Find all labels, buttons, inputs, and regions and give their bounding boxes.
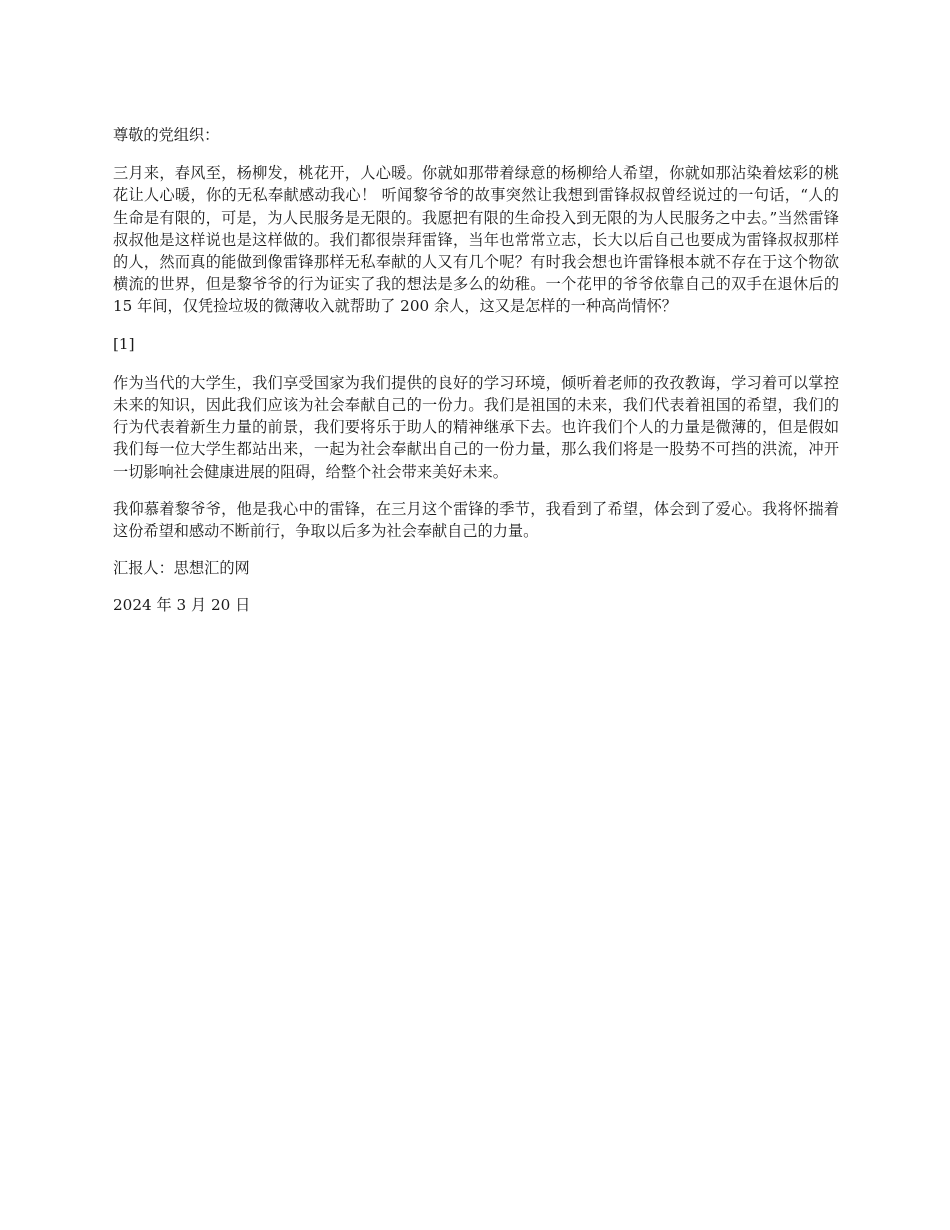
body-paragraph-1: 三月来，春风至，杨柳发，桃花开，人心暖。你就如那带着绿意的杨柳给人希望，你就如那沾染着炫彩的桃花让人心暖，你的无私奉献感动我心！ 听闻黎爷爷的故事突然让我想到雷锋叔叔曾经说过的一句话，“人的生命是有限的，可是，为人民服务是无限的。我愿把有限的生命投入到无限的为人民服务之中去。”当然雷锋叔叔他是这样说也是这样做的。我们都很崇拜雷锋，当年也常常立志，长大以后自己也要成为雷锋叔叔那样的人，然而真的能做到像雷锋那样无私奉献的人又有几个呢？有时我会想也许雷锋根本就不存在于这个物欲横流的世界，但是黎爷爷的行为证实了我的想法是多么的幼稚。一个花甲的爷爷依靠自己的双手在退休后的 15 年间，仅凭捡垃圾的微薄收入就帮助了 200 余人，这又是怎样的一种高尚情怀？	[113, 164, 839, 316]
reference-marker: [1]	[113, 334, 135, 353]
document-page	[113, 124, 839, 632]
salutation: 尊敬的党组织：	[113, 126, 220, 144]
body-paragraph-3: 我仰慕着黎爷爷，他是我心中的雷锋，在三月这个雷锋的季节，我看到了希望，体会到了爱心。我将怀揣着这份希望和感动不断前行，争取以后多为社会奉献自己的力量。	[113, 499, 839, 541]
date-line: 2024 年 3 月 20 日	[113, 596, 251, 615]
signature-line: 汇报人：思想汇的网	[113, 559, 250, 578]
body-paragraph-2: 作为当代的大学生，我们享受国家为我们提供的良好的学习环境，倾听着老师的孜孜教诲，学习着可以掌控未来的知识，因此我们应该为社会奉献自己的一份力。我们是祖国的未来，我们代表着祖国的希望，我们的行为代表着新生力量的前景，我们要将乐于助人的精神继承下去。也许我们个人的力量是微薄的，但是假如我们每一位大学生都站出来，一起为社会奉献出自己的一份力量，那么我们将是一股势不可挡的洪流，冲开一切影响社会健康进展的阻碍，给整个社会带来美好未来。	[113, 373, 839, 481]
